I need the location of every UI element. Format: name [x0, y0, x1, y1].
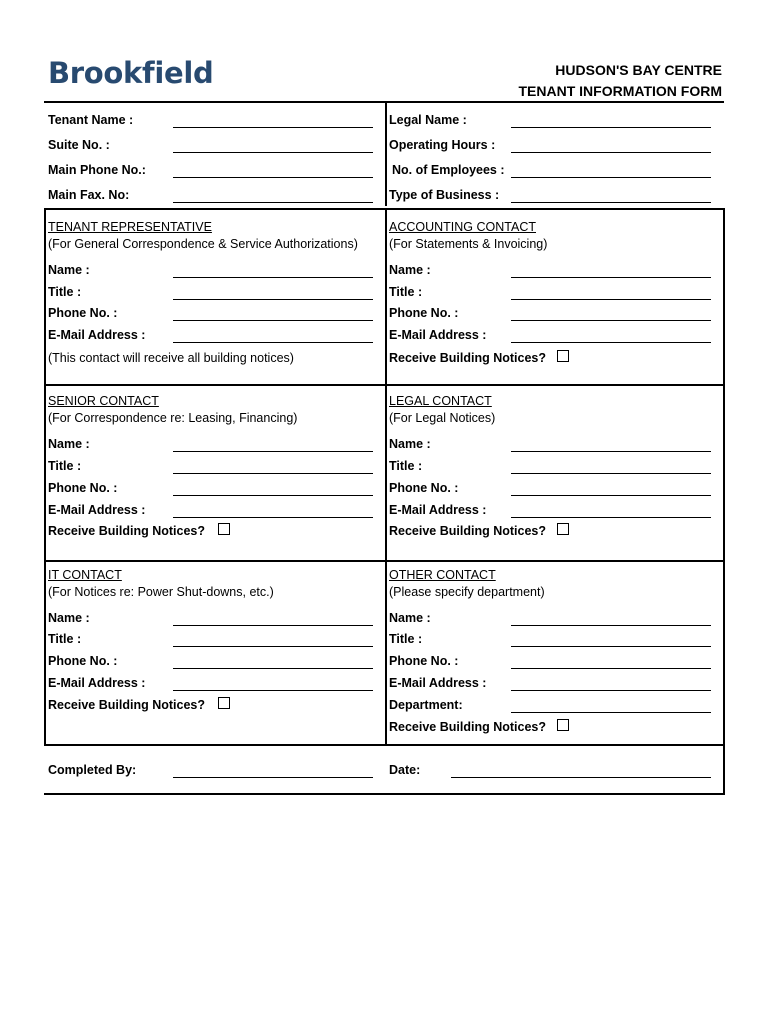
operating-hours-field[interactable] [511, 152, 711, 153]
it-email-field[interactable] [173, 690, 373, 691]
tenant-rep-subtitle: (For General Correspondence & Service Authorizations) [48, 237, 358, 251]
tenant-name-field[interactable] [173, 127, 373, 128]
senior-title-field[interactable] [173, 473, 373, 474]
tenant-name-label: Tenant Name : [48, 113, 134, 127]
it-name-field[interactable] [173, 625, 373, 626]
accounting-name-field[interactable] [511, 277, 711, 278]
legal-subtitle: (For Legal Notices) [389, 411, 496, 425]
senior-email-label: E-Mail Address : [48, 503, 146, 517]
legal-name-field[interactable] [511, 127, 711, 128]
senior-title: SENIOR CONTACT [48, 394, 159, 408]
it-notices-checkbox[interactable] [218, 697, 230, 709]
other-department-field[interactable] [511, 712, 711, 713]
tenant-rep-phone-field[interactable] [173, 320, 373, 321]
suite-no-label: Suite No. : [48, 138, 110, 152]
other-title-field[interactable] [511, 646, 711, 647]
it-title: IT CONTACT [48, 568, 122, 582]
legal-title-field[interactable] [511, 473, 711, 474]
accounting-email-label: E-Mail Address : [389, 328, 487, 342]
completed-by-label: Completed By: [48, 763, 137, 777]
it-phone-label: Phone No. : [48, 654, 118, 668]
building-name: HUDSON'S BAY CENTRE [555, 62, 722, 78]
legal-notices-label: Receive Building Notices? [389, 524, 546, 538]
other-notices-label: Receive Building Notices? [389, 720, 546, 734]
employees-label: No. of Employees : [392, 163, 505, 177]
senior-phone-field[interactable] [173, 495, 373, 496]
senior-title-label: Title : [48, 459, 82, 473]
accounting-name-label: Name : [389, 263, 431, 277]
tenant-rep-title: TENANT REPRESENTATIVE [48, 220, 212, 234]
main-fax-label: Main Fax. No: [48, 188, 130, 202]
other-email-label: E-Mail Address : [389, 676, 487, 690]
accounting-phone-field[interactable] [511, 320, 711, 321]
legal-name-field[interactable] [511, 451, 711, 452]
accounting-email-field[interactable] [511, 342, 711, 343]
type-of-business-label: Type of Business : [389, 188, 500, 202]
accounting-phone-label: Phone No. : [389, 306, 459, 320]
it-title-label: Title : [48, 632, 82, 646]
tenant-rep-name-label: Name : [48, 263, 90, 277]
legal-name-label: Legal Name : [389, 113, 467, 127]
other-phone-field[interactable] [511, 668, 711, 669]
employees-field[interactable] [511, 177, 711, 178]
tenant-rep-email-label: E-Mail Address : [48, 328, 146, 342]
senior-notices-label: Receive Building Notices? [48, 524, 205, 538]
legal-title: LEGAL CONTACT [389, 394, 492, 408]
row1-bottom-rule [44, 384, 724, 386]
accounting-title: ACCOUNTING CONTACT [389, 220, 536, 234]
box-left-border [44, 208, 46, 745]
senior-name-label: Name : [48, 437, 90, 451]
it-title-field[interactable] [173, 646, 373, 647]
tenant-rep-title-field[interactable] [173, 299, 373, 300]
senior-subtitle: (For Correspondence re: Leasing, Financing) [48, 411, 298, 425]
legal-name-label: Name : [389, 437, 431, 451]
date-label: Date: [389, 763, 421, 777]
box-center-divider [385, 208, 387, 745]
senior-phone-label: Phone No. : [48, 481, 118, 495]
legal-phone-label: Phone No. : [389, 481, 459, 495]
legal-title-label: Title : [389, 459, 423, 473]
row3-bottom-rule [44, 744, 724, 746]
accounting-notices-label: Receive Building Notices? [389, 351, 546, 365]
suite-no-field[interactable] [173, 152, 373, 153]
other-name-label: Name : [389, 611, 431, 625]
other-department-label: Department: [389, 698, 463, 712]
bottom-rule [44, 793, 724, 795]
tenant-rep-note: (This contact will receive all building notices) [48, 351, 294, 365]
other-name-field[interactable] [511, 625, 711, 626]
other-subtitle: (Please specify department) [389, 585, 545, 599]
form-title: TENANT INFORMATION FORM [518, 83, 722, 99]
senior-email-field[interactable] [173, 517, 373, 518]
date-field[interactable] [451, 777, 711, 778]
senior-notices-checkbox[interactable] [218, 523, 230, 535]
completed-by-field[interactable] [173, 777, 373, 778]
accounting-title-label: Title : [389, 285, 423, 299]
legal-email-field[interactable] [511, 517, 711, 518]
legal-email-label: E-Mail Address : [389, 503, 487, 517]
it-subtitle: (For Notices re: Power Shut-downs, etc.) [48, 585, 274, 599]
tenant-rep-title-label: Title : [48, 285, 82, 299]
box-right-border [723, 208, 725, 795]
legal-notices-checkbox[interactable] [557, 523, 569, 535]
top-rule [44, 101, 724, 103]
main-phone-field[interactable] [173, 177, 373, 178]
row2-bottom-rule [44, 560, 724, 562]
box-top-rule [44, 208, 724, 210]
brand-logo: Brookfield [48, 56, 214, 90]
other-email-field[interactable] [511, 690, 711, 691]
it-name-label: Name : [48, 611, 90, 625]
legal-phone-field[interactable] [511, 495, 711, 496]
type-of-business-field[interactable] [511, 202, 711, 203]
main-phone-label: Main Phone No.: [48, 163, 146, 177]
top-divider [385, 102, 387, 206]
tenant-rep-name-field[interactable] [173, 277, 373, 278]
accounting-title-field[interactable] [511, 299, 711, 300]
accounting-subtitle: (For Statements & Invoicing) [389, 237, 548, 251]
other-title-label: Title : [389, 632, 423, 646]
operating-hours-label: Operating Hours : [389, 138, 496, 152]
main-fax-field[interactable] [173, 202, 373, 203]
accounting-notices-checkbox[interactable] [557, 350, 569, 362]
senior-name-field[interactable] [173, 451, 373, 452]
tenant-rep-email-field[interactable] [173, 342, 373, 343]
other-title: OTHER CONTACT [389, 568, 496, 582]
other-notices-checkbox[interactable] [557, 719, 569, 731]
it-email-label: E-Mail Address : [48, 676, 146, 690]
other-phone-label: Phone No. : [389, 654, 459, 668]
tenant-rep-phone-label: Phone No. : [48, 306, 118, 320]
it-phone-field[interactable] [173, 668, 373, 669]
it-notices-label: Receive Building Notices? [48, 698, 205, 712]
